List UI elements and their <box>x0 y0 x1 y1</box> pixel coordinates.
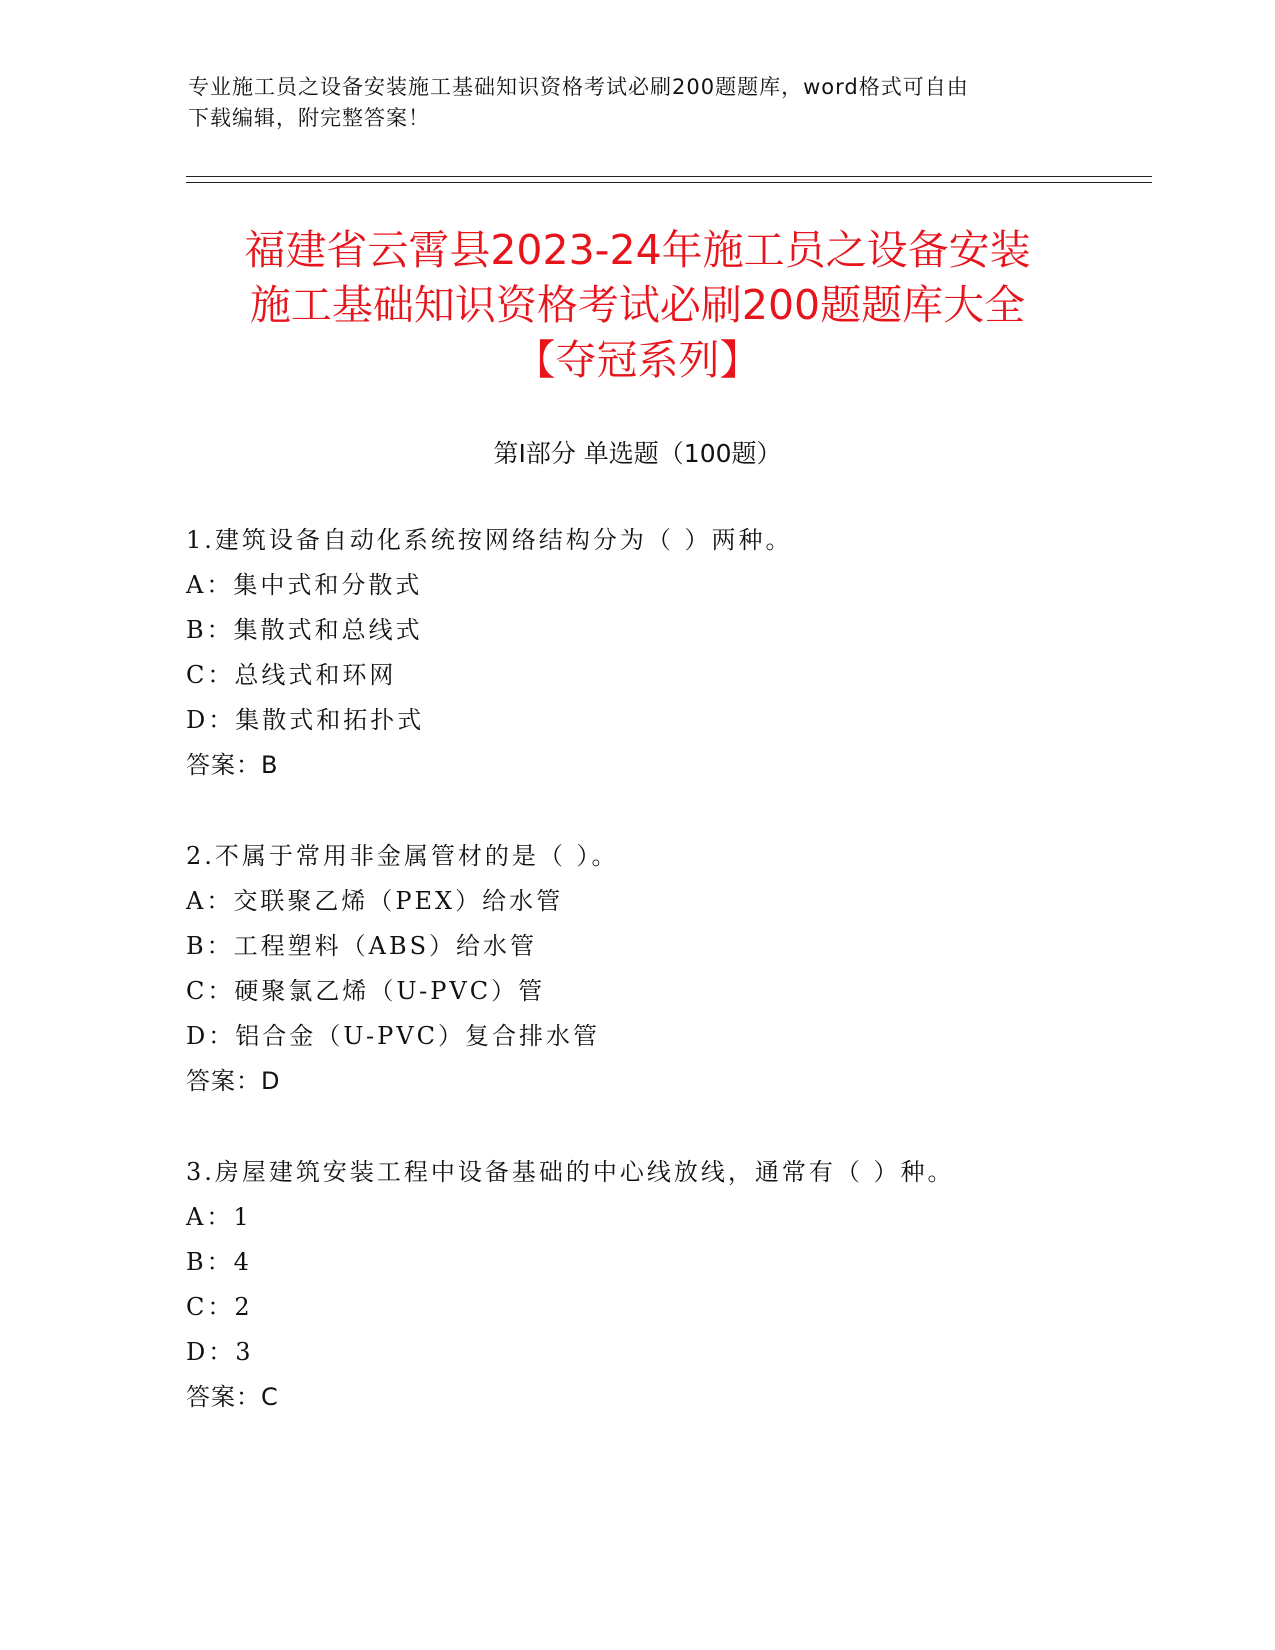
option-c: C：总线式和环网 <box>186 661 397 689</box>
question-3 <box>186 1150 1136 1420</box>
answer: 答案：C <box>186 1383 279 1411</box>
question-stem: 2.不属于常用非金属管材的是（ ）。 <box>186 842 619 870</box>
section-title: 第Ⅰ部分 单选题（100题） <box>493 439 782 468</box>
option-b: B：工程塑料（ABS）给水管 <box>186 932 538 960</box>
question-2 <box>186 834 1136 1104</box>
header-divider-bottom <box>186 182 1152 183</box>
header-note-line-1: 专业施工员之设备安装施工基础知识资格考试必刷200题题库，word格式可自由 <box>188 75 969 99</box>
option-a: A：1 <box>186 1203 252 1231</box>
question-stem: 1.建筑设备自动化系统按网络结构分为（ ）两种。 <box>186 526 793 554</box>
answer: 答案：D <box>186 1067 281 1095</box>
question-stem: 3.房屋建筑安装工程中设备基础的中心线放线，通常有（ ）种。 <box>186 1158 955 1186</box>
option-d: D：集散式和拓扑式 <box>186 706 425 734</box>
question-1 <box>186 518 1136 788</box>
option-a: A：交联聚乙烯（PEX）给水管 <box>186 887 564 915</box>
option-d: D：3 <box>186 1338 254 1366</box>
option-b: B：集散式和总线式 <box>186 616 423 644</box>
document-title-line-3: 【夺冠系列】 <box>514 336 761 384</box>
option-d: D：铝合金（U-PVC）复合排水管 <box>186 1022 600 1050</box>
option-c: C：硬聚氯乙烯（U-PVC）管 <box>186 977 546 1005</box>
answer: 答案：B <box>186 751 279 779</box>
header-note <box>188 72 1088 134</box>
document-title-line-1: 福建省云霄县2023-24年施工员之设备安装 <box>244 226 1031 274</box>
option-b: B：4 <box>186 1248 252 1276</box>
document-title <box>100 223 1175 388</box>
document-title-line-2: 施工基础知识资格考试必刷200题题库大全 <box>249 281 1026 329</box>
header-divider-top <box>186 176 1152 177</box>
option-c: C：2 <box>186 1293 253 1321</box>
option-a: A：集中式和分散式 <box>186 571 423 599</box>
header-note-line-2: 下载编辑，附完整答案！ <box>188 106 430 130</box>
